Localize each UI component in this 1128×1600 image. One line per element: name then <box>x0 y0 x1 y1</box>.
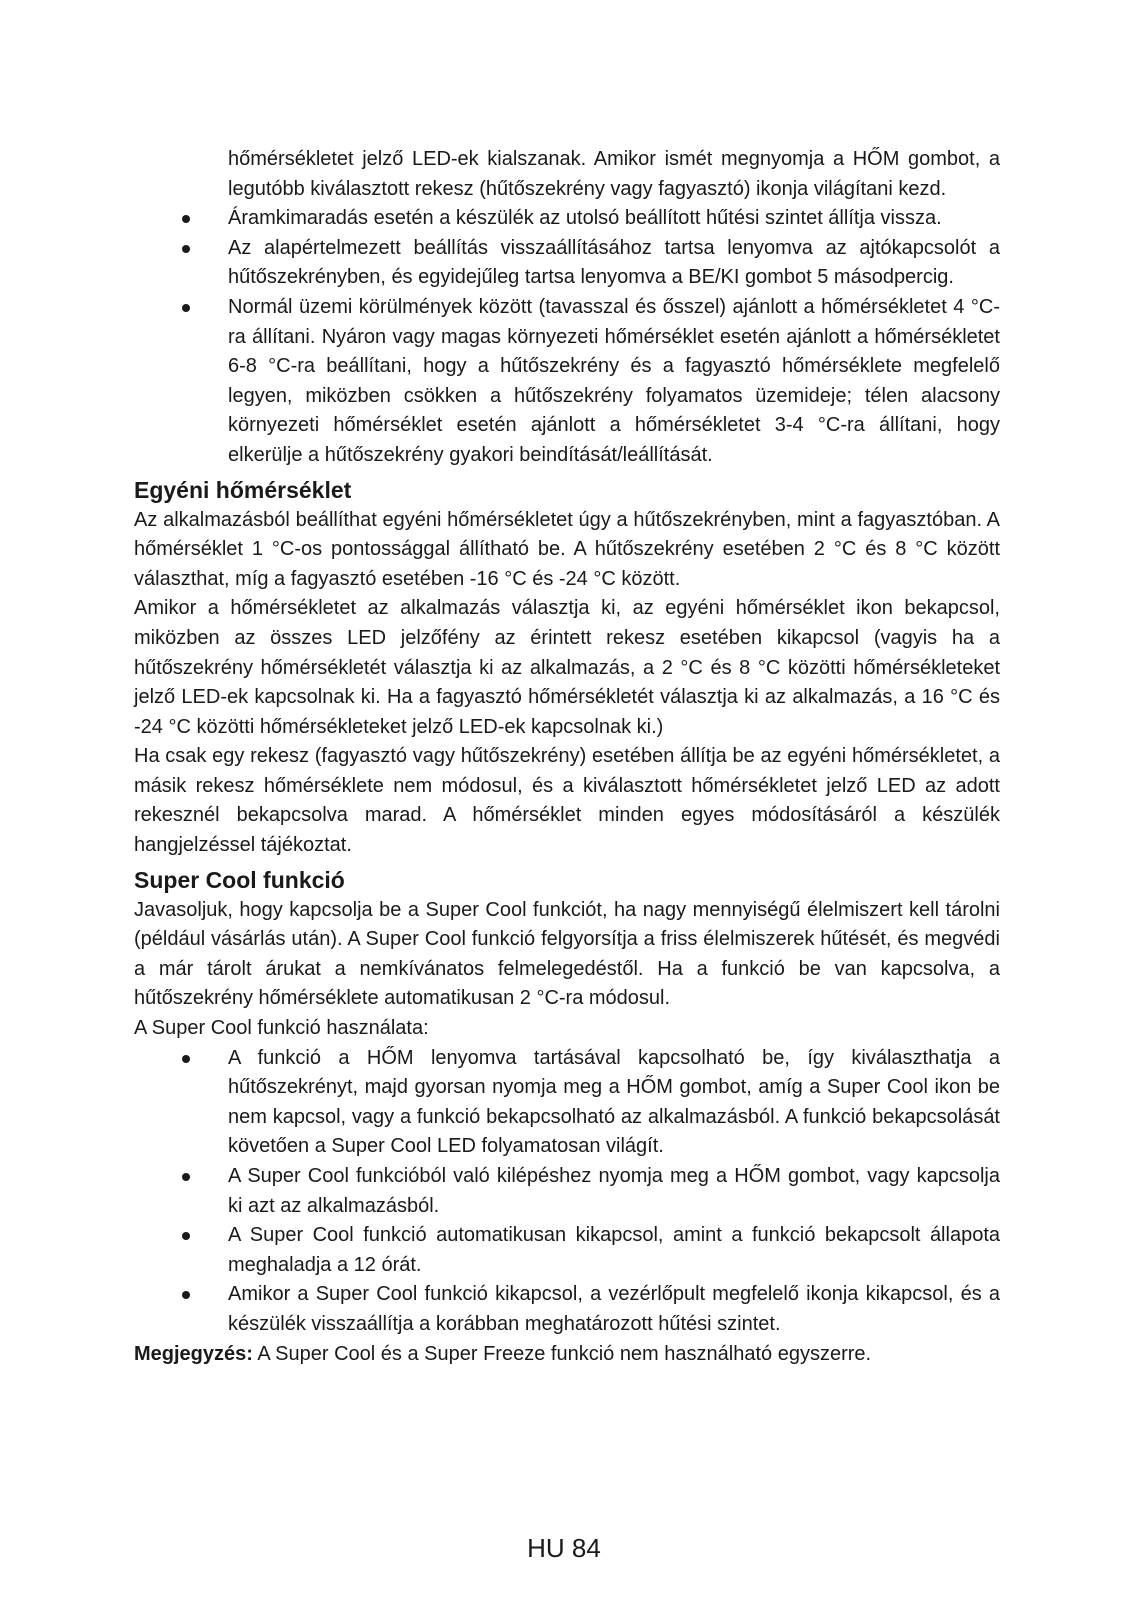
bullet-icon <box>182 245 190 253</box>
paragraph: Ha csak egy rekesz (fagyasztó vagy hűtőszekrény) esetében állítja be az egyéni hőmérsékletet, a másik rekesz hőmérséklete nem módosul, és a kiválasztott hőmérsékletet jelző LED az adott rekesznél bekapcsolva marad. A hőmérséklet minden egyes módosításáról a készülék hangjelzéssel tájékoztat. <box>134 745 1000 857</box>
section-heading-super-cool: Super Cool funkció <box>134 866 345 893</box>
section-heading-custom-temperature: Egyéni hőmérséklet <box>134 476 352 503</box>
bullet-icon <box>182 1232 190 1240</box>
note <box>134 1340 1000 1370</box>
list-item: Áramkimaradás esetén a készülék az utolsó beállított hűtési szintet állítja vissza. <box>134 204 1000 234</box>
bullet-list-super-cool <box>134 1044 1000 1340</box>
bullet-icon <box>182 1055 190 1063</box>
paragraph: Amikor a hőmérsékletet az alkalmazás választja ki, az egyéni hőmérséklet ikon bekapcsol, miközben az összes LED jelzőfény az érintett rekesz esetében kikapcsol (vagyis ha a hűtőszekrény hőmérsékletét választja ki az alkalmazás, a 2 °C és 8 °C közötti hőmérsékleteket jelző LED-ek kapcsolnak ki. Ha a fagyasztó hőmérsékletét választja ki az alkalmazás, a 16 °C és -24 °C közötti hőmérsékleteket jelző LED-ek kapcsolnak ki.) <box>134 597 1000 738</box>
bullet-icon <box>182 1291 190 1299</box>
list-item: A Super Cool funkcióból való kilépéshez nyomja meg a HŐM gombot, vagy kapcsolja ki azt az alkalmazásból. <box>134 1162 1000 1221</box>
list-item: Az alapértelmezett beállítás visszaállításához tartsa lenyomva az ajtókapcsolót a hűtőszekrényben, és egyidejűleg tartsa lenyomva a BE/KI gombot 5 másodpercig. <box>134 234 1000 293</box>
list-item: A funkció a HŐM lenyomva tartásával kapcsolható be, így kiválaszthatja a hűtőszekrényt, majd gyorsan nyomja meg a HŐM gombot, amíg a Super Cool ikon be nem kapcsol, vagy a funkció bekapcsolható az alkalmazásból. A funkció bekapcsolását követően a Super Cool LED folyamatosan világít. <box>134 1044 1000 1162</box>
note-text: A Super Cool és a Super Freeze funkció nem használható egyszerre. <box>252 1342 872 1365</box>
list-item: Amikor a Super Cool funkció kikapcsol, a vezérlőpult megfelelő ikonja kikapcsol, és a készülék visszaállítja a korábban meghatározott hűtési szintet. <box>134 1280 1000 1339</box>
paragraph: Az alkalmazásból beállíthat egyéni hőmérsékletet úgy a hűtőszekrényben, mint a fagyasztóban. A hőmérséklet 1 °C-os pontossággal állítható be. A hűtőszekrény esetében 2 °C és 8 °C között választhat, míg a fagyasztó esetében -16 °C és -24 °C között. <box>134 508 1000 590</box>
note-label: Megjegyzés: <box>134 1342 253 1365</box>
bullet-icon <box>182 1173 190 1181</box>
list-item: Normál üzemi körülmények között (tavasszal és ősszel) ajánlott a hőmérsékletet 4 °C-ra állítani. Nyáron vagy magas környezeti hőmérséklet esetén ajánlott a hőmérsékletet 6-8 °C-ra beállítani, hogy a hűtőszekrény és a fagyasztó hőmérséklete megfelelő legyen, miközben csökken a hűtőszekrény folyamatos üzemideje; télen alacsony környezeti hőmérséklet esetén ajánlott a hőmérsékletet 3-4 °C-ra állítani, hogy elkerülje a hűtőszekrény gyakori beindítását/leállítását. <box>134 293 1000 471</box>
list-item: A Super Cool funkció automatikusan kikapcsol, amint a funkció bekapcsolt állapota meghaladja a 12 órát. <box>134 1221 1000 1280</box>
intro-continuation: hőmérsékletet jelző LED-ek kialszanak. Amikor ismét megnyomja a HŐM gombot, a legutóbb kiválasztott rekesz (hűtőszekrény vagy fagyasztó) ikonja világítani kezd. <box>228 148 1000 200</box>
bullet-list-top <box>134 204 1000 470</box>
page-content <box>134 145 1000 1369</box>
bullet-icon <box>182 304 190 312</box>
bullet-icon <box>182 215 190 223</box>
usage-label: A Super Cool funkció használata: <box>134 1017 429 1040</box>
page-number: HU 84 <box>527 1533 601 1563</box>
paragraph: Javasoljuk, hogy kapcsolja be a Super Cool funkciót, ha nagy mennyiségű élelmiszert kell tárolni (például vásárlás után). A Super Cool funkció felgyorsítja a friss élelmiszerek hűtését, és megvédi a már tárolt árukat a nemkívánatos felmelegedéstől. Ha a funkció be van kapcsolva, a hűtőszekrény hőmérséklete automatikusan 2 °C-ra módosul. <box>134 898 1000 1010</box>
